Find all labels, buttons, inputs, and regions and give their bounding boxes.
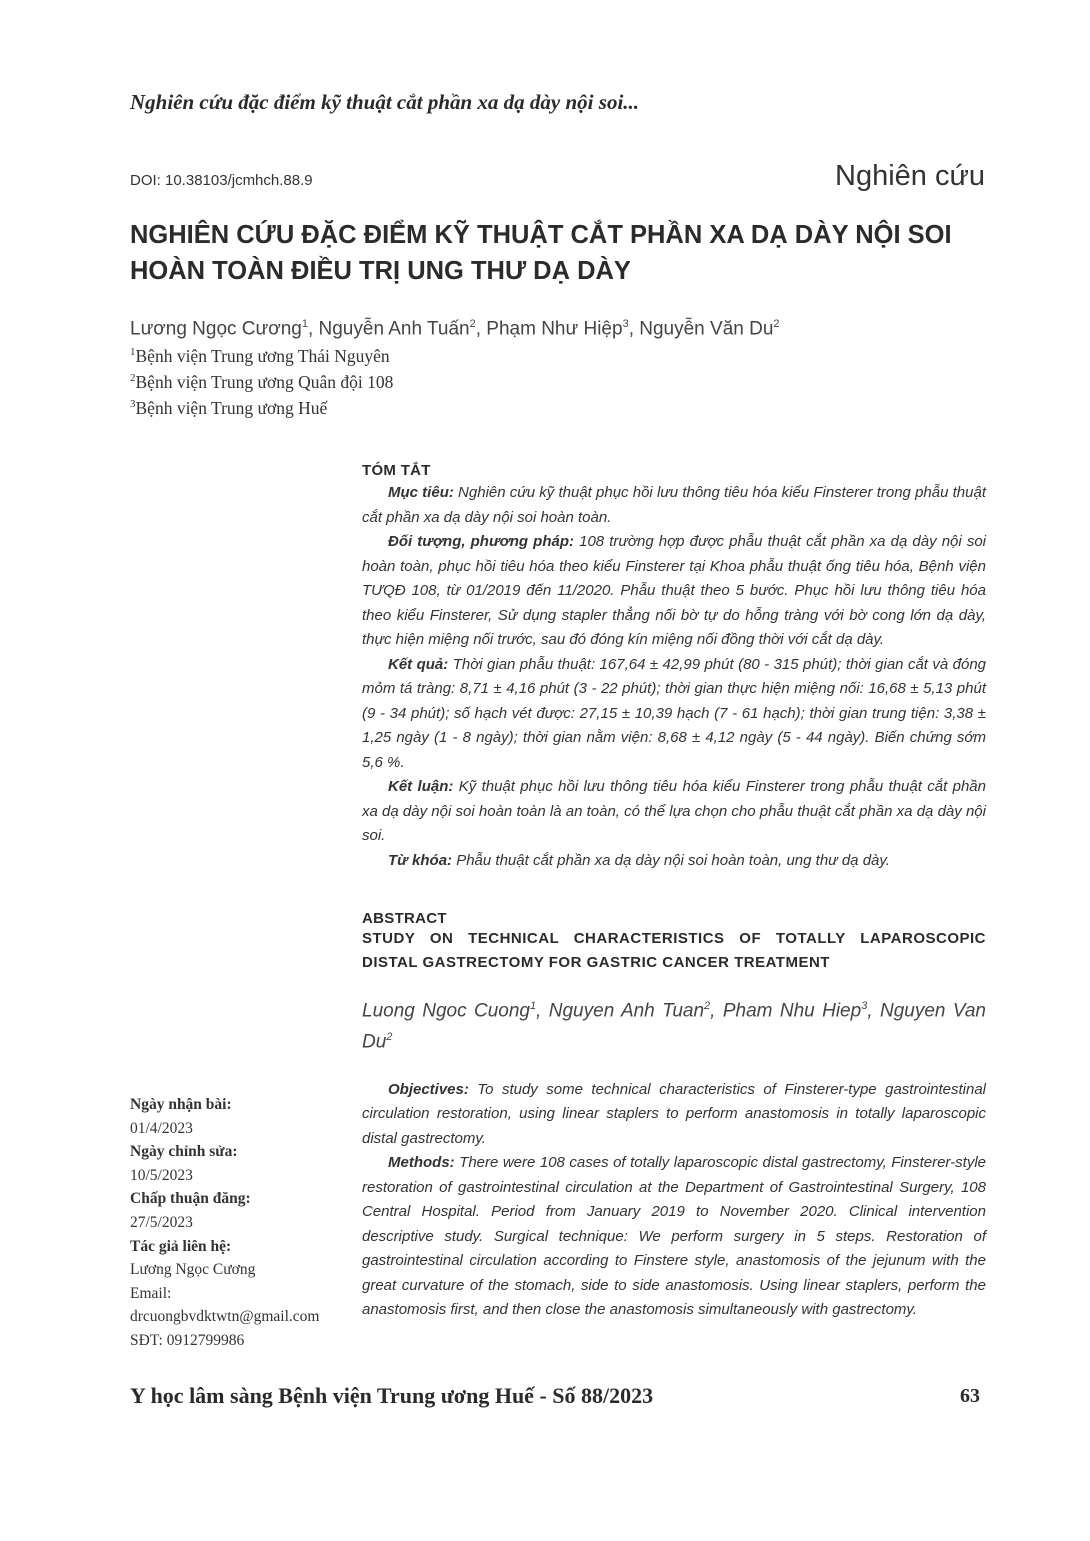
accepted-label: Chấp thuận đăng: xyxy=(130,1190,251,1208)
journal-footer: Y học lâm sàng Bệnh viện Trung ương Huế - Số 88/2023 xyxy=(130,1383,654,1408)
author-name: Luong Ngoc Cuong xyxy=(362,1000,530,1022)
author-separator: , xyxy=(867,1000,880,1022)
author-name: Lương Ngọc Cương xyxy=(130,318,302,340)
email-link[interactable]: drcuongbvdktwtn@gmail.com xyxy=(130,1308,320,1326)
paragraph-text: 108 trường hợp được phẫu thuật cắt phần xa dạ dày nội soi hoàn toàn, phục hồi tiêu hóa theo kiểu Finsterer tại Khoa phẫu thuật ống tiêu hóa, Bệnh viện TƯQĐ 108, từ 01/2019 đến 11/2020. Phẫu thuật theo 5 bước. Phục hồi lưu thông tiêu hóa theo kiểu Finsterer, Sử dụng stapler thẳng nối bờ tự do hỗng tràng với bờ cong lớn dạ dày, thực hiện miệng nối trước, sau đó đóng kín miệng nối đồng thời với cắt dạ dày. xyxy=(362,533,986,648)
author-separator: , xyxy=(628,318,640,340)
paragraph-text: Phẫu thuật cắt phần xa dạ dày nội soi hoàn toàn, ung thư dạ dày. xyxy=(452,851,890,869)
author-affiliation-marker: 2 xyxy=(704,1000,711,1012)
author-list xyxy=(130,318,780,340)
english-author-list xyxy=(362,993,986,1056)
paragraph-label: Objectives: xyxy=(388,1080,469,1098)
author-affiliation-marker: 1 xyxy=(301,318,308,330)
paragraph-text: Kỹ thuật phục hồi lưu thông tiêu hóa kiểu Finsterer trong phẫu thuật cắt phần xa dạ dày nội soi hoàn toàn là an toàn, có thể lựa chọn cho phẫu thuật cắt phần xa dạ dày nội soi. xyxy=(362,778,986,844)
paragraph-label: Methods: xyxy=(388,1154,455,1172)
section-label: Nghiên cứu xyxy=(835,160,985,192)
article-title: NGHIÊN CỨU ĐẶC ĐIỂM KỸ THUẬT CẮT PHẦN XA DẠ DÀY NỘI SOI HOÀN TOÀN ĐIỀU TRỊ UNG THƯ DẠ DÀY xyxy=(130,221,952,285)
abstract-paragraph xyxy=(362,1151,986,1323)
abstract-paragraph xyxy=(362,1078,986,1152)
paragraph-label: Từ khóa: xyxy=(388,851,453,869)
author-name: Nguyen Van Du xyxy=(362,1000,986,1053)
author-name: Nguyễn Anh Tuấn xyxy=(318,318,470,340)
page-number: 63 xyxy=(960,1385,980,1407)
received-date: 01/4/2023 xyxy=(130,1119,193,1137)
author-affiliation-marker: 3 xyxy=(861,1000,868,1012)
author-name: Phạm Như Hiệp xyxy=(486,318,623,340)
abstract-english xyxy=(362,910,986,1323)
paragraph-text: Thời gian phẫu thuật: 167,64 ± 42,99 phút (80 - 315 phút); thời gian cắt và đóng mỏm tá tràng: 8,71 ± 4,16 phút (3 - 22 phút); thời gian thực hiện miệng nối: 16,68 ± 5,13 phút (9 - 34 phút); số hạch vét được: 27,15 ± 10,39 hạch (7 - 61 hạch); thời gian trung tiện: 3,38 ± 1,25 ngày (1 - 8 ngày); thời gian nằm viện: 8,68 ± 4,12 ngày (5 - 44 ngày). Biến chứng sớm 5,6 %. xyxy=(362,655,987,771)
paragraph-text: There were 108 cases of totally laparoscopic distal gastrectomy, Finsterer-style restoration of gastrointestinal circulation at the Department of Gastrointestinal Surgery, 108 Central Hospital. Period from January 2019 to November 2020. Clinical intervention descriptive study. Surgical technique: We perform surgery in 5 steps. Restoration of gastrointestinal circulation according to Finstere style, anastomosis of the jejunum with the great curvature of the stomach, side to side anastomosis. Using linear staplers, perform the anastomosis first, and then close the anastomosis simultaneously with gastrectomy. xyxy=(362,1154,986,1319)
received-label: Ngày nhận bài: xyxy=(130,1096,232,1113)
affiliation-text: Bệnh viện Trung ương Huế xyxy=(135,398,328,418)
abstract-vietnamese xyxy=(362,462,986,873)
affiliation-marker: 1 xyxy=(130,346,136,359)
paragraph-label: Kết quả: xyxy=(388,655,449,673)
paragraph-label: Mục tiêu: xyxy=(388,484,454,501)
affiliation-marker: 2 xyxy=(130,372,136,385)
author-affiliation-marker: 2 xyxy=(773,318,780,330)
author-separator: , xyxy=(710,1000,723,1022)
email-label: Email: xyxy=(130,1284,172,1302)
author-affiliation-marker: 2 xyxy=(469,318,476,330)
affiliation-marker: 3 xyxy=(130,398,136,411)
paragraph-text: Nghiên cứu kỹ thuật phục hồi lưu thông tiêu hóa kiểu Finsterer trong phẫu thuật cắt phần xa dạ dày nội soi hoàn toàn. xyxy=(362,484,986,526)
author-separator: , xyxy=(536,1000,549,1022)
paragraph-text: To study some technical characteristics of Finsterer-type gastrointestinal circulation restoration, using linear staplers to perform anastomosis in totally laparoscopic distal gastrectomy. xyxy=(362,1080,986,1147)
author-affiliation-marker: 3 xyxy=(622,318,629,330)
english-title: STUDY ON TECHNICAL CHARACTERISTICS OF TOTALLY LAPAROSCOPIC DISTAL GASTRECTOMY FOR GASTRIC CANCER TREATMENT xyxy=(362,930,986,971)
revised-label: Ngày chỉnh sửa: xyxy=(130,1143,238,1161)
paragraph-label: Đối tượng, phương pháp: xyxy=(388,533,574,550)
affiliation-text: Bệnh viện Trung ương Quân đội 108 xyxy=(135,372,394,392)
author-separator: , xyxy=(475,318,487,340)
affiliation-2 xyxy=(130,372,393,393)
author-affiliation-marker: 2 xyxy=(386,1031,393,1044)
author-name: Nguyen Anh Tuan xyxy=(548,1000,705,1022)
contact-label: Tác giả liên hệ: xyxy=(130,1237,232,1255)
affiliation-1 xyxy=(130,346,390,367)
affiliation-3 xyxy=(130,398,327,419)
article-info-sidebar xyxy=(130,1093,355,1353)
keywords-paragraph xyxy=(362,849,986,874)
author-separator: , xyxy=(307,318,319,340)
abstract-heading-en: ABSTRACT xyxy=(362,910,447,927)
affiliation-text: Bệnh viện Trung ương Thái Nguyên xyxy=(135,346,390,366)
abstract-paragraph xyxy=(362,775,986,849)
author-name: Pham Nhu Hiep xyxy=(722,1000,862,1022)
running-head: Nghiên cứu đặc điểm kỹ thuật cắt phần xa dạ dày nội soi... xyxy=(130,90,640,114)
paragraph-label: Kết luận: xyxy=(388,778,454,795)
author-affiliation-marker: 1 xyxy=(529,1000,537,1012)
accepted-date: 27/5/2023 xyxy=(130,1213,193,1231)
abstract-paragraph xyxy=(362,481,986,530)
abstract-heading-vi: TÓM TẮT xyxy=(362,462,431,479)
author-name: Nguyễn Văn Du xyxy=(639,318,774,340)
revised-date: 10/5/2023 xyxy=(130,1166,193,1184)
abstract-paragraph xyxy=(362,653,986,776)
phone-number: SĐT: 0912799986 xyxy=(130,1331,245,1349)
doi-label[interactable]: DOI: 10.38103/jcmhch.88.9 xyxy=(130,172,313,189)
contact-name: Lương Ngọc Cương xyxy=(130,1261,256,1279)
abstract-paragraph xyxy=(362,530,986,653)
